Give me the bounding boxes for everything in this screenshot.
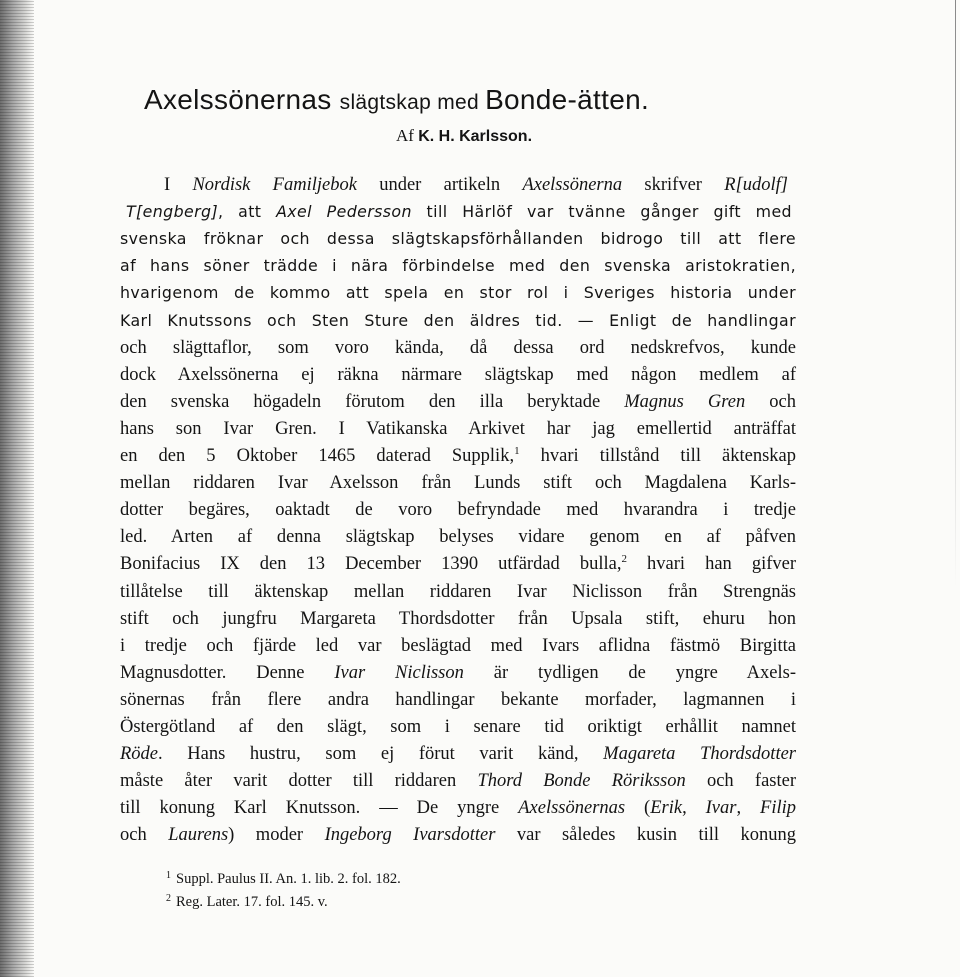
byline-prefix: Af	[396, 126, 419, 145]
text-segment: och slägttaflor, som voro kända, då dessa ord nedskrefvos, kunde	[120, 337, 796, 358]
footnote-1	[166, 866, 401, 889]
text-line	[120, 280, 796, 306]
italic-text: Axelssönernas	[518, 798, 626, 819]
text-line	[164, 172, 788, 198]
text-line	[120, 660, 796, 686]
text-segment: i tredje och fjärde led var beslägtad med Ivars aflidna fästmö Birgitta	[120, 635, 796, 656]
italic-text: Ingeborg Ivarsdotter	[324, 825, 496, 846]
text-segment: Magnusdotter. Denne	[120, 662, 335, 683]
byline	[396, 126, 532, 146]
text-segment: sönernas från flere andra handlingar bekante morfader, lagmannen i	[120, 689, 796, 710]
text-segment: Östergötland af den slägt, som i senare tid oriktigt erhållit namnet	[120, 717, 796, 737]
italic-text: Axelssönerna	[522, 175, 623, 195]
italic-text: Magnus Gren	[624, 391, 746, 412]
italic-text: Axel Pedersson	[276, 202, 412, 222]
text-segment: hans son Ivar Gren. I Vatikanska Arkivet har jag emellertid anträffat	[120, 418, 796, 439]
footnote-1-text: Suppl. Paulus II. An. 1. lib. 2. fol. 182.	[176, 871, 401, 887]
title-part-2: slägtskap med	[339, 91, 486, 114]
footnote-1-mark: 1	[166, 870, 171, 881]
title-part-1: Axelssönernas	[144, 84, 340, 115]
italic-text: R[udolf]	[724, 175, 788, 195]
italic-text: Ivar Niclisson	[334, 662, 464, 683]
text-segment: hvari han gifver	[626, 554, 797, 575]
text-segment: var således kusin till konung	[495, 825, 796, 846]
italic-text: Magareta Thordsdotter	[603, 744, 796, 765]
text-segment: och faster	[685, 771, 796, 792]
text-segment: af hans söner trädde i nära förbindelse med den svenska aristokratien,	[120, 256, 796, 276]
text-segment: hvari tillstånd till äktenskap	[519, 446, 797, 466]
text-line	[126, 199, 792, 225]
italic-text: Ivar	[705, 798, 737, 819]
text-segment: och	[745, 391, 796, 412]
italic-text: Nordisk Familjebok	[192, 175, 357, 195]
text-segment: , att	[218, 202, 277, 222]
italic-text: Röde	[120, 744, 159, 765]
text-segment: är tydligen de yngre Axels-	[463, 662, 796, 683]
text-line	[120, 741, 796, 767]
text-line	[120, 714, 796, 740]
byline-author: K. H. Karlsson.	[418, 128, 533, 145]
text-line	[120, 551, 796, 577]
text-segment: (	[625, 798, 651, 819]
italic-text: Filip	[760, 798, 796, 819]
article-title	[144, 84, 649, 116]
text-line	[120, 416, 796, 442]
text-segment: under artikeln	[356, 175, 523, 195]
footnote-2	[166, 889, 401, 912]
text-line	[120, 524, 796, 550]
text-segment: stift och jungfru Margareta Thordsdotter från Upsala stift, ehuru hon	[120, 608, 796, 629]
title-part-3: Bonde-ätten.	[485, 84, 650, 115]
footnotes	[166, 866, 401, 912]
text-segment: den svenska högadeln förutom den illa beryktade	[120, 391, 625, 412]
text-segment: en den 5 Oktober 1465 daterad Supplik,	[120, 446, 515, 466]
text-line	[120, 768, 796, 794]
text-line	[120, 253, 796, 279]
text-line	[120, 335, 796, 361]
text-segment: ,	[736, 798, 761, 819]
text-segment: led. Arten af denna slägtskap belyses vidare genom en af påfven	[120, 527, 796, 548]
text-line	[120, 389, 796, 415]
footnote-2-mark: 2	[166, 893, 171, 904]
text-segment: ) moder	[228, 825, 325, 846]
text-line	[120, 470, 796, 496]
text-line	[120, 822, 796, 848]
text-line	[120, 308, 796, 334]
text-line	[120, 633, 796, 659]
text-line	[120, 606, 796, 632]
text-segment: till Härlöf var tvänne gånger gift med	[411, 202, 792, 222]
footnote-ref: 2	[621, 553, 627, 566]
text-segment: dock Axelssönerna ej räkna närmare slägtskap med någon medlem af	[120, 364, 796, 385]
footnote-2-text: Reg. Later. 17. fol. 145. v.	[176, 894, 328, 910]
text-line	[120, 497, 796, 523]
text-line	[120, 687, 796, 713]
text-segment: Karl Knutssons och Sten Sture den äldres tid. — Enligt de handlingar	[120, 310, 796, 330]
footnote-ref: 1	[514, 445, 520, 457]
text-line	[120, 795, 796, 821]
text-segment: till konung Karl Knutsson. — De yngre	[120, 798, 519, 819]
text-segment: dotter begäres, oaktadt de voro befryndade med hvarandra i tredje	[120, 500, 796, 521]
text-segment: hvarigenom de kommo att spela en stor rol i Sveriges historia under	[120, 283, 796, 303]
text-line	[120, 443, 796, 469]
text-segment: mellan riddaren Ivar Axelsson från Lunds stift och Magdalena Karls-	[120, 473, 796, 494]
text-segment: skrifver	[622, 175, 725, 195]
text-segment: Bonifacius IX den 13 December 1390 utfärdad bulla,	[120, 554, 622, 575]
text-segment: och	[120, 825, 169, 846]
text-segment: ,	[682, 798, 706, 819]
text-segment: tillåtelse till äktenskap mellan riddaren Ivar Niclisson från Strengnäs	[120, 581, 796, 602]
text-line	[120, 362, 796, 388]
italic-text: T[engberg]	[126, 202, 219, 222]
text-segment: I	[164, 175, 193, 195]
italic-text: Laurens	[168, 825, 229, 846]
text-line	[120, 579, 796, 605]
italic-text: Thord Bonde Röriksson	[477, 771, 686, 792]
italic-text: Erik	[650, 798, 683, 819]
text-segment: måste åter varit dotter till riddaren	[120, 771, 478, 792]
text-segment: svenska fröknar och dessa slägtskapsförhållanden bidrogo till att flere	[120, 229, 796, 249]
text-line	[120, 226, 796, 252]
text-segment: . Hans hustru, som ej förut varit känd,	[158, 744, 604, 765]
